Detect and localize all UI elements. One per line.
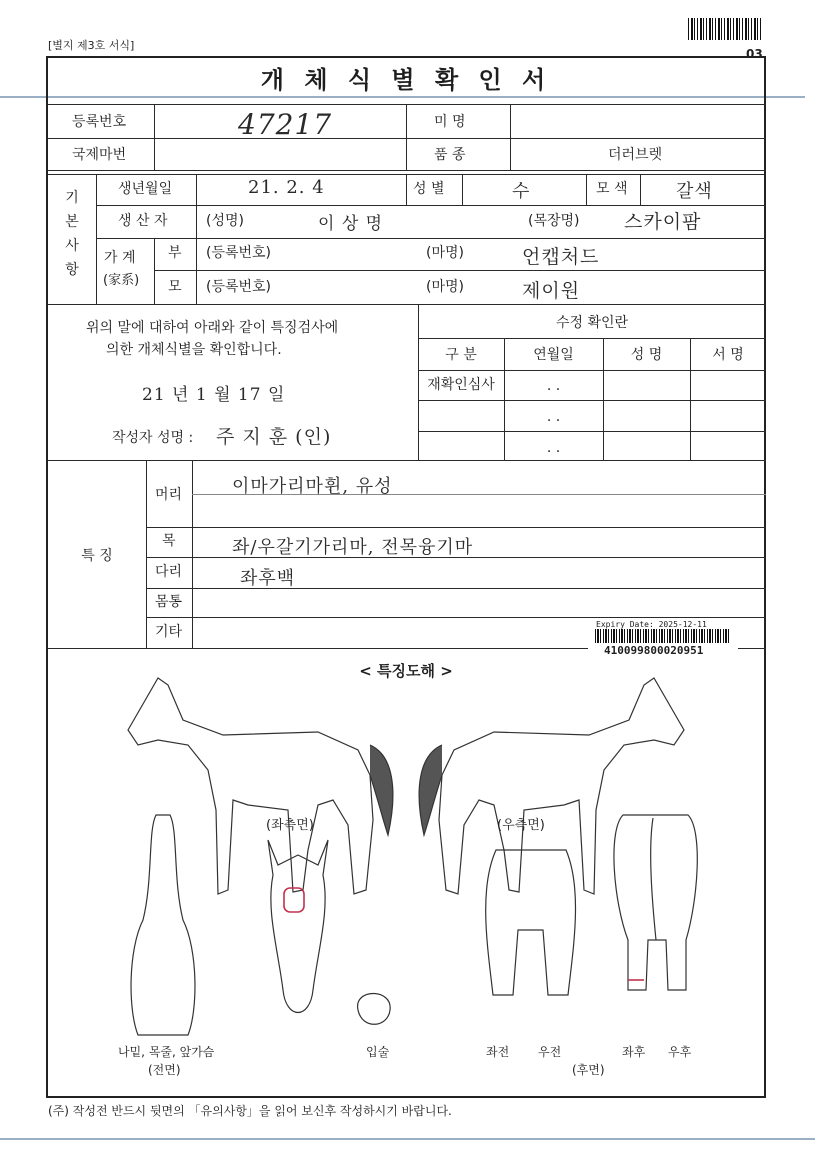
sire-reg-label: (등록번호) xyxy=(206,245,272,261)
document-title: 개 체 식 별 확 인 서 xyxy=(260,66,552,94)
feature-label-neck: 목 xyxy=(162,533,176,549)
birth-value[interactable]: 21. 2. 4 xyxy=(248,177,325,198)
right-hind-label: 우후 xyxy=(668,1045,692,1059)
statement-line-1: 위의 말에 대하여 아래와 같이 특징검사에 xyxy=(86,320,339,336)
breeder-name-label: (성명) xyxy=(206,213,244,229)
amend-header-name: 성 명 xyxy=(630,347,663,363)
sticker-barcode xyxy=(595,629,730,643)
breed-label: 품 종 xyxy=(434,147,466,163)
top-barcode xyxy=(688,18,763,40)
sire-name-value[interactable]: 언캡처드 xyxy=(522,246,600,268)
basic-section-label-1: 기 xyxy=(65,190,79,206)
page-number: 03 xyxy=(746,47,763,61)
intl-no-label: 국제마번 xyxy=(72,147,127,163)
basic-section-label-4: 항 xyxy=(65,262,79,278)
pedigree-hanja: (家系) xyxy=(103,273,140,288)
right-side-label: (우측면) xyxy=(497,818,545,833)
amend-header-date: 연월일 xyxy=(533,347,574,363)
sire-name-label: (마명) xyxy=(426,245,464,261)
amend-row-1-date[interactable]: . . xyxy=(546,378,561,394)
front-caption: 나밑, 목줄, 앞가슴 xyxy=(118,1045,215,1059)
statement-line-2: 의한 개체식별을 확인합니다. xyxy=(106,342,282,358)
rear-view xyxy=(614,815,697,990)
muzzle-label: 입술 xyxy=(366,1045,390,1059)
farm-value[interactable]: 스카이팜 xyxy=(624,211,702,233)
amend-header-sign: 서 명 xyxy=(712,347,744,363)
reg-no-label: 등록번호 xyxy=(72,114,127,130)
feature-value-neck[interactable]: 좌/우갈기가리마, 전목융기마 xyxy=(232,537,474,558)
birth-label: 생년월일 xyxy=(118,181,173,197)
footer-note: (주) 작성전 반드시 뒷면의 「유의사항」을 읽어 보신후 작성하시기 바랍니다. xyxy=(48,1104,452,1118)
written-date[interactable]: 21 년 1 월 17 일 xyxy=(142,385,286,405)
feature-value-head[interactable]: 이마가리마휜, 유성 xyxy=(232,476,393,497)
dam-reg-label: (등록번호) xyxy=(206,279,272,295)
features-section-label: 특 징 xyxy=(81,548,113,564)
breeder-label: 생 산 자 xyxy=(118,213,168,229)
left-side-horse xyxy=(128,678,373,894)
writer-label: 작성자 성명 : xyxy=(112,430,194,446)
breed-value[interactable]: 더러브렛 xyxy=(608,147,663,163)
color-value[interactable]: 갈색 xyxy=(676,181,713,202)
breeder-name-value[interactable]: 이 상 명 xyxy=(318,214,384,234)
amend-header-category: 구 분 xyxy=(445,347,477,363)
basic-section-label-3: 사 xyxy=(65,238,79,254)
left-side-label: (좌측면) xyxy=(266,818,314,833)
reg-no-value[interactable]: 47217 xyxy=(238,108,333,141)
sex-value[interactable]: 수 xyxy=(512,181,531,202)
rear-tail xyxy=(651,818,656,940)
dam-label: 모 xyxy=(168,279,182,295)
sex-label: 성 별 xyxy=(413,181,445,197)
basic-section-label-2: 본 xyxy=(65,214,79,230)
writer-value[interactable]: 주 지 훈 (인) xyxy=(216,426,332,448)
amend-title: 수정 확인란 xyxy=(555,315,629,331)
right-fore-label: 우전 xyxy=(538,1045,562,1059)
left-fore-label: 좌전 xyxy=(486,1045,510,1059)
front-chest-view xyxy=(131,815,195,1035)
color-label: 모 색 xyxy=(596,181,628,197)
amend-row-2-date[interactable]: . . xyxy=(546,409,561,425)
rear-legs-view xyxy=(486,850,576,995)
feature-label-body: 몸통 xyxy=(155,594,183,610)
diagram-title: < 특징도해 > xyxy=(359,662,453,680)
feature-value-legs[interactable]: 좌후백 xyxy=(240,568,296,589)
amend-row-3-date[interactable]: . . xyxy=(546,440,561,456)
sticker-expiry: Expiry Date: 2025-12-11 xyxy=(596,620,707,629)
feature-label-other: 기타 xyxy=(155,624,183,640)
front-label: (전면) xyxy=(148,1063,181,1077)
dam-name-label: (마명) xyxy=(426,279,464,295)
form-reference: [별지 제3호 서식] xyxy=(48,39,135,52)
right-side-horse xyxy=(439,678,684,894)
head-front-view xyxy=(268,840,328,1013)
dam-name-value[interactable]: 제이원 xyxy=(522,280,581,302)
muzzle-view xyxy=(358,994,391,1025)
footer-rule xyxy=(0,1138,815,1140)
name-label: 미 명 xyxy=(434,114,466,130)
feature-label-legs: 다리 xyxy=(155,564,183,580)
rear-label: (후면) xyxy=(572,1063,605,1077)
farm-label: (목장명) xyxy=(528,213,580,229)
horse-diagram xyxy=(48,650,764,1096)
feature-label-head: 머리 xyxy=(155,487,183,503)
sire-label: 부 xyxy=(168,245,182,261)
left-hind-label: 좌후 xyxy=(622,1045,646,1059)
amend-row-1-category: 재확인심사 xyxy=(427,377,495,393)
pedigree-label: 가 계 xyxy=(104,250,136,266)
sticker-code: 410099800020951 xyxy=(604,644,704,657)
